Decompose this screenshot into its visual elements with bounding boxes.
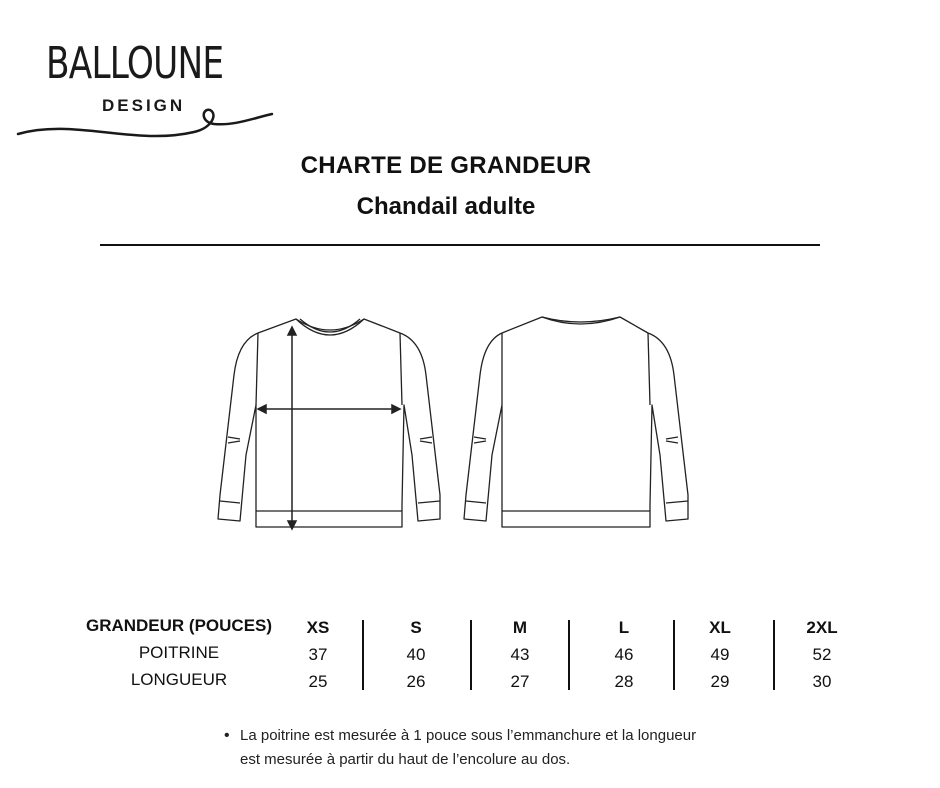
size-xl: XL bbox=[709, 618, 731, 637]
table-header-label: GRANDEUR (POUCES) bbox=[85, 616, 273, 635]
brand-logo bbox=[14, 36, 284, 156]
table-cell: 27 bbox=[510, 672, 530, 691]
brand-sub: DESIGN bbox=[102, 96, 186, 115]
table-cell: 25 bbox=[308, 672, 328, 691]
column-separator bbox=[673, 620, 675, 690]
column-separator bbox=[773, 620, 775, 690]
note-text: La poitrine est mesurée à 1 pouce sous l’emmanchure et la longueur est mesurée à partir du haut de l’encolure au dos. bbox=[240, 727, 697, 768]
logo-swoosh bbox=[14, 36, 284, 156]
page-subtitle: Chandail adulte bbox=[356, 193, 536, 220]
table-cell: 49 bbox=[710, 645, 730, 664]
measure-arrows bbox=[258, 327, 400, 529]
size-l: L bbox=[618, 618, 630, 637]
row-label-poitrine: POITRINE bbox=[138, 643, 220, 662]
table-cell: 40 bbox=[406, 645, 426, 664]
bullet-icon: • bbox=[224, 727, 230, 744]
table-cell: 46 bbox=[614, 645, 634, 664]
size-table bbox=[76, 614, 876, 694]
table-cell: 37 bbox=[308, 645, 328, 664]
sweater-diagram bbox=[200, 305, 710, 545]
column-separator bbox=[470, 620, 472, 690]
divider bbox=[100, 244, 820, 246]
sweater-front bbox=[218, 319, 440, 527]
table-cell: 52 bbox=[812, 645, 832, 664]
column-separator bbox=[568, 620, 570, 690]
table-cell: 26 bbox=[406, 672, 426, 691]
sweater-back bbox=[464, 317, 688, 527]
column-separator bbox=[362, 620, 364, 690]
size-m: M bbox=[512, 618, 528, 637]
page-title: CHARTE DE GRANDEUR bbox=[300, 152, 592, 179]
measurement-note bbox=[224, 724, 720, 772]
size-s: S bbox=[410, 618, 422, 637]
table-cell: 30 bbox=[812, 672, 832, 691]
brand-name: BALLOUNE bbox=[46, 38, 224, 89]
table-cell: 28 bbox=[614, 672, 634, 691]
size-xs: XS bbox=[306, 618, 330, 637]
table-cell: 29 bbox=[710, 672, 730, 691]
size-2xl: 2XL bbox=[806, 618, 838, 637]
row-label-longueur: LONGUEUR bbox=[130, 670, 228, 689]
table-cell: 43 bbox=[510, 645, 530, 664]
